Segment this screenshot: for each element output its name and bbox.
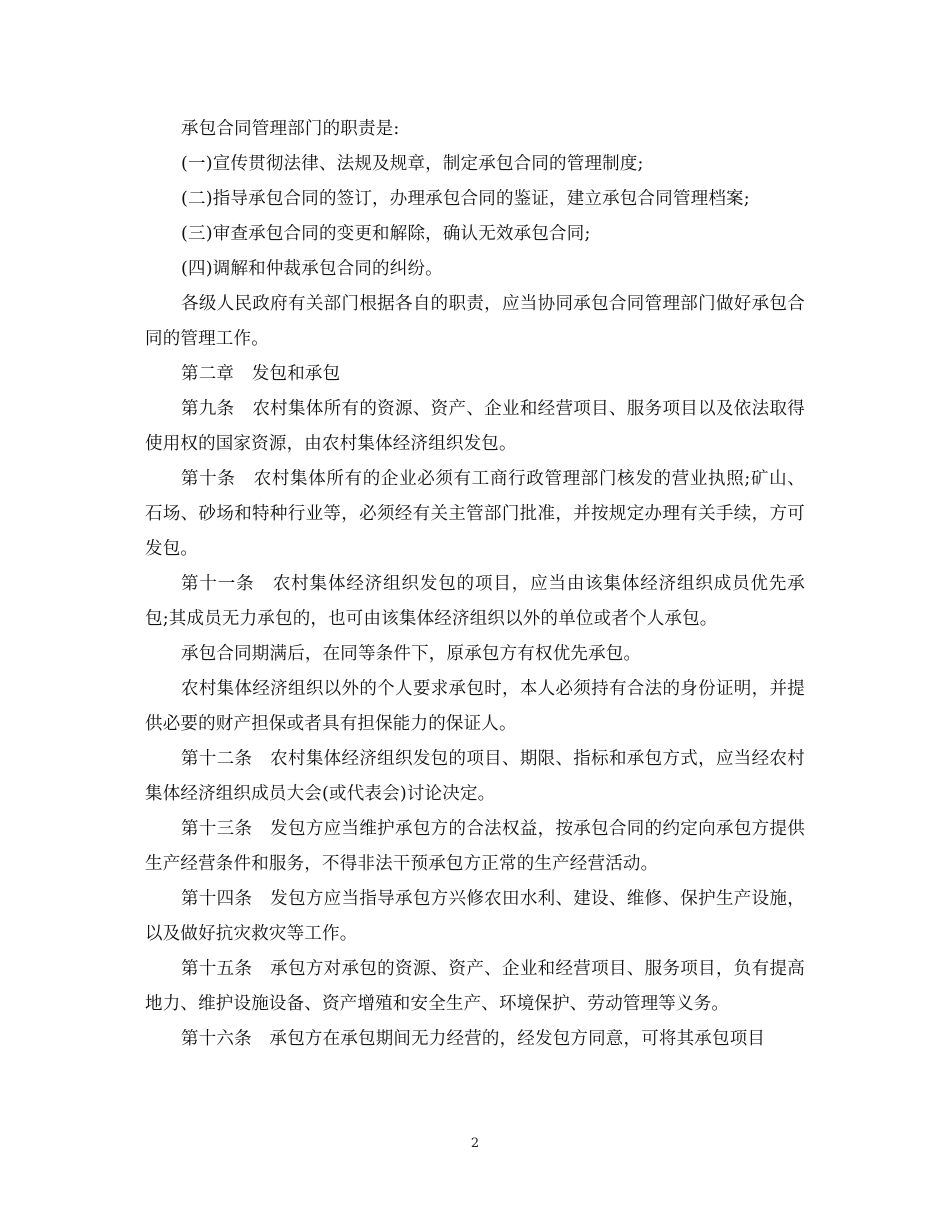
article-16: 第十六条 承包方在承包期间无力经营的，经发包方同意，可将其承包项目: [181, 1029, 766, 1049]
article-15: 第十五条 承包方对承包的资源、资产、企业和经营项目、服务项目，负有提高地力、维护设施设备、资产增殖和安全生产、环境保护、劳动管理等义务。: [145, 959, 805, 1014]
paragraph: (二)指导承包合同的签订，办理承包合同的鉴证，建立承包合同管理档案;: [181, 189, 750, 209]
article-11: 第十一条 农村集体经济组织发包的项目，应当由该集体经济组织成员优先承包;其成员无力承包的，也可由该集体经济组织以外的单位或者个人承包。: [145, 574, 805, 629]
document-body: [145, 112, 805, 1057]
page-number: 2: [470, 1136, 480, 1151]
chapter-heading: 第二章 发包和承包: [181, 364, 341, 384]
article-14: 第十四条 发包方应当指导承包方兴修农田水利、建设、维修、保护生产设施，以及做好抗灾救灾等工作。: [145, 889, 805, 944]
paragraph: (四)调解和仲裁承包合同的纠纷。: [181, 259, 443, 279]
article-9: 第九条 农村集体所有的资源、资产、企业和经营项目、服务项目以及依法取得使用权的国家资源，由农村集体经济组织发包。: [145, 399, 805, 454]
paragraph: 承包合同期满后，在同等条件下，原承包方有权优先承包。: [181, 644, 642, 664]
article-12: 第十二条 农村集体经济组织发包的项目、期限、指标和承包方式，应当经农村集体经济组织成员大会(或代表会)讨论决定。: [145, 749, 805, 804]
article-10: 第十条 农村集体所有的企业必须有工商行政管理部门核发的营业执照;矿山、石场、砂场和特种行业等，必须经有关主管部门批准，并按规定办理有关手续，方可发包。: [145, 469, 805, 559]
paragraph: 各级人民政府有关部门根据各自的职责，应当协同承包合同管理部门做好承包合同的管理工作。: [145, 294, 805, 349]
paragraph: 承包合同管理部门的职责是:: [181, 119, 400, 139]
paragraph: 农村集体经济组织以外的个人要求承包时，本人必须持有合法的身份证明，并提供必要的财产担保或者具有担保能力的保证人。: [145, 679, 805, 734]
paragraph: (三)审查承包合同的变更和解除，确认无效承包合同;: [181, 224, 591, 244]
paragraph: (一)宣传贯彻法律、法规及规章，制定承包合同的管理制度;: [181, 154, 644, 174]
article-13: 第十三条 发包方应当维护承包方的合法权益，按承包合同的约定向承包方提供生产经营条件和服务，不得非法干预承包方正常的生产经营活动。: [145, 819, 805, 874]
